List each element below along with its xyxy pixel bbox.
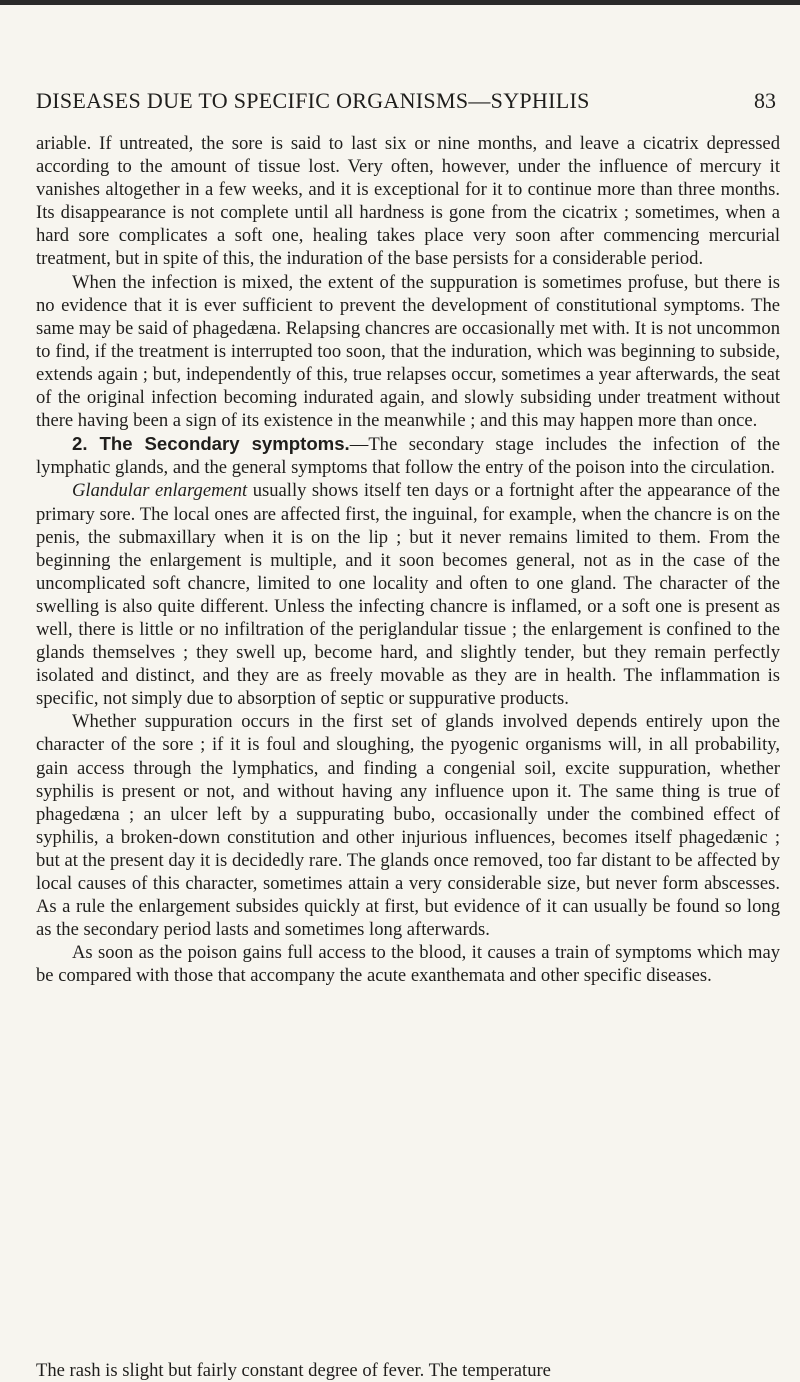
paragraph-3-text: —The secondary stage includes the infection of the lymphatic glands, and the general symptoms that follow the entry of the poison into the circulation. bbox=[36, 434, 780, 479]
paragraph-2: When the infection is mixed, the extent of the suppuration is sometimes profuse, but there is no evidence that it is ever sufficient to prevent the development of constitutional symptoms. The same may be said of phagedæna. Relapsing chancres are occasionally met with. It is not uncommon to find, if the treatment is interrupted too soon, that the induration, which was beginning to subside, extends again ; but, independently of this, true relapses occur, sometimes a year afterwards, the seat of the original infection becoming indurated again, and slowly subsiding under treatment without there having been a sign of its existence in the meanwhile ; and this may happen more than once. bbox=[36, 271, 780, 432]
page-body bbox=[36, 132, 780, 987]
glandular-enlargement-term: Glandular enlargement bbox=[72, 480, 248, 502]
paragraph-6: As soon as the poison gains full access to the blood, it causes a train of symptoms which may be compared with those that accompany the acute exanthemata and other specific diseases. bbox=[36, 942, 780, 987]
running-header bbox=[36, 88, 776, 116]
paragraph-3 bbox=[36, 432, 780, 479]
paragraph-5: Whether suppuration occurs in the first set of glands involved depends entirely upon the character of the sore ; if it is foul and sloughing, the pyogenic organisms will, in all probability, gain access through the lymphatics, and finding a congenial soil, excite suppuration, whether syphilis is present or not, and without having any influence upon it. The same thing is true of phagedæna ; an ulcer left by a suppurating bubo, occasionally under the combined effect of syphilis, a broken-down constitution and other injurious influences, becomes itself phagedænic ; but at the present day it is decidedly rare. The glands once removed, too far distant to be affected by local causes of this character, sometimes attain a very considerable size, but never form abscesses. As a rule the enlargement subsides quickly at first, but evidence of it can usually be found so long as the secondary period lasts and sometimes long afterwards. bbox=[36, 711, 780, 941]
running-title: DISEASES DUE TO SPECIFIC ORGANISMS—SYPHILIS bbox=[36, 88, 590, 113]
section-heading: 2. The Secondary symptoms. bbox=[72, 433, 350, 455]
paragraph-1: ariable. If untreated, the sore is said to last six or nine months, and leave a cicatrix depressed according to the amount of tissue lost. Very often, however, under the influence of mercury it vanishes altogether in a few weeks, and it is exceptional for it to continue more than three months. Its disappearance is not complete until all hardness is gone from the cicatrix ; sometimes, when a hard sore complicates a soft one, healing takes place very soon after commencing mercurial treatment, but in spite of this, the induration of the base persists for a considerable period. bbox=[36, 133, 780, 270]
paragraph-4 bbox=[36, 479, 780, 710]
page-number: 83 bbox=[754, 88, 776, 113]
paragraph-4-text: usually shows itself ten days or a fortnight after the appearance of the primary sore. The local ones are affected first, the inguinal, for example, when the chancre is on the penis, the submaxillary when it is on the lip ; but it never remains limited to them. From the beginning the enlargement is multiple, and it soon becomes general, not as in the case of the uncomplicated soft chancre, limited to one locality and often to one gland. The character of the swelling is also quite different. Unless the infecting chancre is inflamed, or a soft one is present as well, there is little or no infiltration of the periglandular tissue ; the enlargement is confined to the glands themselves ; they swell up, become hard, and slightly tender, but they remain perfectly isolated and distinct, and they are as freely movable as they are in health. The inflammation is specific, not simply due to absorption of septic or suppurative products. bbox=[36, 480, 780, 710]
cut-off-line: The rash is slight but fairly constant degree of fever. The temperature bbox=[36, 1360, 551, 1381]
top-rule bbox=[0, 0, 800, 5]
